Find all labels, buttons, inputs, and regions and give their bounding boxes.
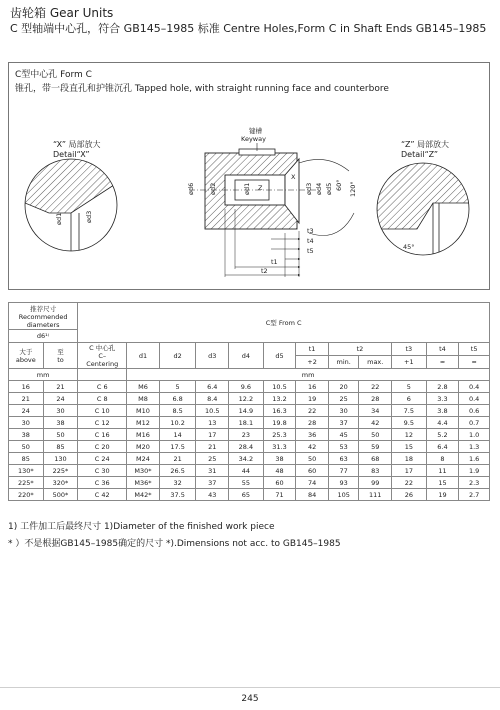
table-cell: 5 [392, 381, 427, 393]
table-cell: 68 [359, 453, 392, 465]
table-cell: 22 [296, 405, 329, 417]
table-cell: 0.4 [459, 393, 490, 405]
table-body [9, 381, 490, 501]
table-cell: 24 [43, 393, 78, 405]
table-cell: 21 [196, 441, 229, 453]
table-cell: 6.8 [159, 393, 196, 405]
table-cell: 60 [296, 465, 329, 477]
t2-min: min. [328, 356, 359, 369]
table-cell: 105 [328, 489, 359, 501]
table-cell: 19.8 [263, 417, 296, 429]
table-cell: 8.5 [159, 405, 196, 417]
t3-header: t3 [392, 343, 427, 356]
table-cell: 19 [296, 393, 329, 405]
table-cell: 93 [328, 477, 359, 489]
table-cell: C 36 [78, 477, 127, 489]
angle-60: 60° [335, 179, 343, 191]
section-subtitle: C 型轴端中心孔，符合 GB145–1985 标准 Centre Holes,Form C in Shaft Ends GB145–1985 [10, 22, 487, 35]
table-cell: 6.4 [196, 381, 229, 393]
footer-rule [0, 687, 500, 688]
centre-hole-drawing [9, 63, 491, 291]
table-cell: 42 [296, 441, 329, 453]
detail-x-view [25, 139, 117, 263]
table-cell: 17 [196, 429, 229, 441]
centre-hole-table [8, 302, 490, 501]
table-cell: C 20 [78, 441, 127, 453]
d5-label: ød5 [325, 182, 333, 195]
table-cell: 48 [263, 465, 296, 477]
d6-header: d6¹⁾ [9, 330, 78, 343]
table-cell: 2.7 [459, 489, 490, 501]
d3-label: ød3 [305, 182, 313, 195]
table-cell: 12 [392, 429, 427, 441]
table-row [9, 417, 490, 429]
t2-header: t2 [328, 343, 391, 356]
table-cell: 16 [9, 381, 44, 393]
table-cell: M36* [127, 477, 160, 489]
table-cell: M24 [127, 453, 160, 465]
table-cell: 500* [43, 489, 78, 501]
table-cell: 24 [9, 405, 44, 417]
table-cell: 15 [426, 477, 459, 489]
table-cell: 50 [296, 453, 329, 465]
table-cell: 26 [392, 489, 427, 501]
table-cell: 16.3 [263, 405, 296, 417]
d1-label: ød1 [243, 182, 251, 195]
table-cell: 9.5 [392, 417, 427, 429]
table-cell: 111 [359, 489, 392, 501]
keyway-cn: 键槽 [249, 127, 262, 135]
table-cell: 13 [196, 417, 229, 429]
table-row [9, 393, 490, 405]
unit-empty [78, 369, 127, 381]
above-header: 大于 above [9, 343, 44, 369]
t5-label: t5 [307, 247, 314, 255]
table-cell: 2.3 [459, 477, 490, 489]
table-cell: 21 [43, 381, 78, 393]
table-cell: 74 [296, 477, 329, 489]
table-row [9, 429, 490, 441]
table-cell: 18 [392, 453, 427, 465]
table-cell: 25 [328, 393, 359, 405]
detail-z-view [377, 139, 469, 263]
table-cell: 31.3 [263, 441, 296, 453]
table-cell: 0.7 [459, 417, 490, 429]
detail-z-en: Detail“Z” [401, 150, 439, 159]
t3-tolerance: +1 [392, 356, 427, 369]
table-cell: 1.6 [459, 453, 490, 465]
table-cell: M16 [127, 429, 160, 441]
table-cell: 21 [9, 393, 44, 405]
table-row [9, 465, 490, 477]
table-cell: 53 [328, 441, 359, 453]
table-cell: 10.2 [159, 417, 196, 429]
detail-x-cn: “X” 局部放大 [53, 140, 101, 149]
table-cell: 20 [328, 381, 359, 393]
t4-header: t4 [426, 343, 459, 356]
d1-label-x: ød1 [55, 212, 63, 225]
table-cell: 37 [196, 477, 229, 489]
table-cell: 45 [328, 429, 359, 441]
table-cell: 130 [43, 453, 78, 465]
table-cell: 25 [196, 453, 229, 465]
table-cell: 6 [392, 393, 427, 405]
table-cell: 77 [328, 465, 359, 477]
table-cell: 22 [392, 477, 427, 489]
x-mark: X [291, 173, 296, 181]
t5-approx: ≈ [459, 356, 490, 369]
table-cell: 22 [359, 381, 392, 393]
table-cell: 38 [43, 417, 78, 429]
table-cell: 23 [229, 429, 264, 441]
d6-label: ød6 [187, 182, 195, 195]
table-row [9, 381, 490, 393]
table-cell: 65 [229, 489, 264, 501]
table-cell: 1.0 [459, 429, 490, 441]
table-cell: 99 [359, 477, 392, 489]
table-cell: 12.2 [229, 393, 264, 405]
to-header: 至 to [43, 343, 78, 369]
table-cell: 36 [296, 429, 329, 441]
t5-header: t5 [459, 343, 490, 356]
table-cell: 60 [263, 477, 296, 489]
table-cell: 14 [159, 429, 196, 441]
z-mark: Z [258, 184, 263, 192]
footnote-2: * ）不是根据GB145–1985确定的尺寸 *).Dimensions not acc. to GB145–1985 [8, 539, 341, 549]
table-cell: 55 [229, 477, 264, 489]
table-cell: 320* [43, 477, 78, 489]
table-cell: 220* [9, 489, 44, 501]
table-cell: 25.3 [263, 429, 296, 441]
table-cell: 6.4 [426, 441, 459, 453]
angle-120: 120° [349, 181, 357, 197]
table-cell: 44 [229, 465, 264, 477]
table-cell: 5.2 [426, 429, 459, 441]
table-cell: 30 [43, 405, 78, 417]
table-cell: 17 [392, 465, 427, 477]
table-cell: M20 [127, 441, 160, 453]
table-cell: C 10 [78, 405, 127, 417]
table-cell: 32 [159, 477, 196, 489]
table-cell: M8 [127, 393, 160, 405]
table-cell: C 30 [78, 465, 127, 477]
d2-label: ød2 [209, 182, 217, 195]
table-cell: M30* [127, 465, 160, 477]
table-cell: M10 [127, 405, 160, 417]
table-cell: 8 [426, 453, 459, 465]
section-title: 齿轮箱 Gear Units [10, 6, 114, 20]
t1-label: t1 [271, 258, 278, 266]
table-cell: 34 [359, 405, 392, 417]
table-cell: 18.1 [229, 417, 264, 429]
footnote-1: 1) 工件加工后最终尺寸 1)Diameter of the finished work piece [8, 522, 275, 532]
d1-header: d1 [127, 343, 160, 369]
table-cell: 50 [43, 429, 78, 441]
centering-header: C 中心孔 C– Centering [78, 343, 127, 369]
table-cell: 4.4 [426, 417, 459, 429]
table-cell: 17.5 [159, 441, 196, 453]
table-cell: 30 [9, 417, 44, 429]
table-cell: C 8 [78, 393, 127, 405]
table-row [9, 489, 490, 501]
t3-label: t3 [307, 227, 314, 235]
table-cell: 1.3 [459, 441, 490, 453]
table-cell: 16 [296, 381, 329, 393]
t2-max: max. [359, 356, 392, 369]
table-cell: 3.3 [426, 393, 459, 405]
table-cell: 225* [9, 477, 44, 489]
table-cell: 225* [43, 465, 78, 477]
table-cell: M12 [127, 417, 160, 429]
table-cell: 14.9 [229, 405, 264, 417]
table-cell: 19 [426, 489, 459, 501]
table-cell: 8.4 [196, 393, 229, 405]
table-cell: M6 [127, 381, 160, 393]
d5-header: d5 [263, 343, 296, 369]
table-cell: 7.5 [392, 405, 427, 417]
table-cell: 26.5 [159, 465, 196, 477]
detail-z-cn: “Z” 局部放大 [401, 140, 450, 149]
table-cell: 15 [392, 441, 427, 453]
main-section-view [187, 126, 357, 277]
technical-drawing [8, 62, 490, 290]
rec-size-header: 推荐尺寸 Recommended diameters [9, 303, 78, 330]
table-cell: 42 [359, 417, 392, 429]
unit-mm-2: mm [127, 369, 490, 381]
table-row [9, 405, 490, 417]
table-cell: 85 [43, 441, 78, 453]
table-cell: 28 [296, 417, 329, 429]
table-cell: 59 [359, 441, 392, 453]
table-cell: 71 [263, 489, 296, 501]
table-cell: 50 [359, 429, 392, 441]
keyway-en: Keyway [241, 135, 266, 143]
table-cell: C 16 [78, 429, 127, 441]
table-cell: 10.5 [263, 381, 296, 393]
table-cell: M42* [127, 489, 160, 501]
table-cell: 43 [196, 489, 229, 501]
table-cell: C 42 [78, 489, 127, 501]
table-cell: 13.2 [263, 393, 296, 405]
angle-45: 45° [403, 243, 415, 251]
d2-header: d2 [159, 343, 196, 369]
table-cell: 10.5 [196, 405, 229, 417]
unit-mm: mm [9, 369, 78, 381]
form-label: C型中心孔 Form C [15, 70, 92, 80]
table-cell: 5 [159, 381, 196, 393]
table-cell: 31 [196, 465, 229, 477]
table-cell: 28 [359, 393, 392, 405]
t4-approx: ≈ [426, 356, 459, 369]
table-cell: 11 [426, 465, 459, 477]
table-cell: 3.8 [426, 405, 459, 417]
d3-header: d3 [196, 343, 229, 369]
table-cell: 21 [159, 453, 196, 465]
table-row [9, 453, 490, 465]
table-cell: 63 [328, 453, 359, 465]
table-row [9, 441, 490, 453]
table-cell: 0.4 [459, 381, 490, 393]
t1-header: t1 [296, 343, 329, 356]
table-cell: 1.9 [459, 465, 490, 477]
table-cell: 83 [359, 465, 392, 477]
d4-label: ød4 [315, 182, 323, 195]
table-cell: 37.5 [159, 489, 196, 501]
table-cell: 9.6 [229, 381, 264, 393]
form-c-header: C型 From C [78, 303, 490, 343]
detail-x-en: Detail“X” [53, 150, 90, 159]
page-number: 245 [241, 694, 259, 704]
t4-label: t4 [307, 237, 314, 245]
figure-description: 锥孔，带一段直孔和护锥沉孔 Tapped hole, with straight running face and counterbore [15, 84, 389, 94]
table-cell: 38 [263, 453, 296, 465]
table-cell: C 12 [78, 417, 127, 429]
table-cell: 0.6 [459, 405, 490, 417]
d3-label-x: ød3 [85, 210, 93, 223]
table-cell: 84 [296, 489, 329, 501]
table-cell: 130* [9, 465, 44, 477]
table-cell: 30 [328, 405, 359, 417]
table-cell: C 6 [78, 381, 127, 393]
d4-header: d4 [229, 343, 264, 369]
table-cell: 28.4 [229, 441, 264, 453]
table-cell: C 24 [78, 453, 127, 465]
t1-tolerance: +2 [296, 356, 329, 369]
table-cell: 37 [328, 417, 359, 429]
t2-label: t2 [261, 267, 268, 275]
table-cell: 38 [9, 429, 44, 441]
table-row [9, 477, 490, 489]
table-cell: 85 [9, 453, 44, 465]
table-cell: 50 [9, 441, 44, 453]
table-cell: 34.2 [229, 453, 264, 465]
table-cell: 2.8 [426, 381, 459, 393]
